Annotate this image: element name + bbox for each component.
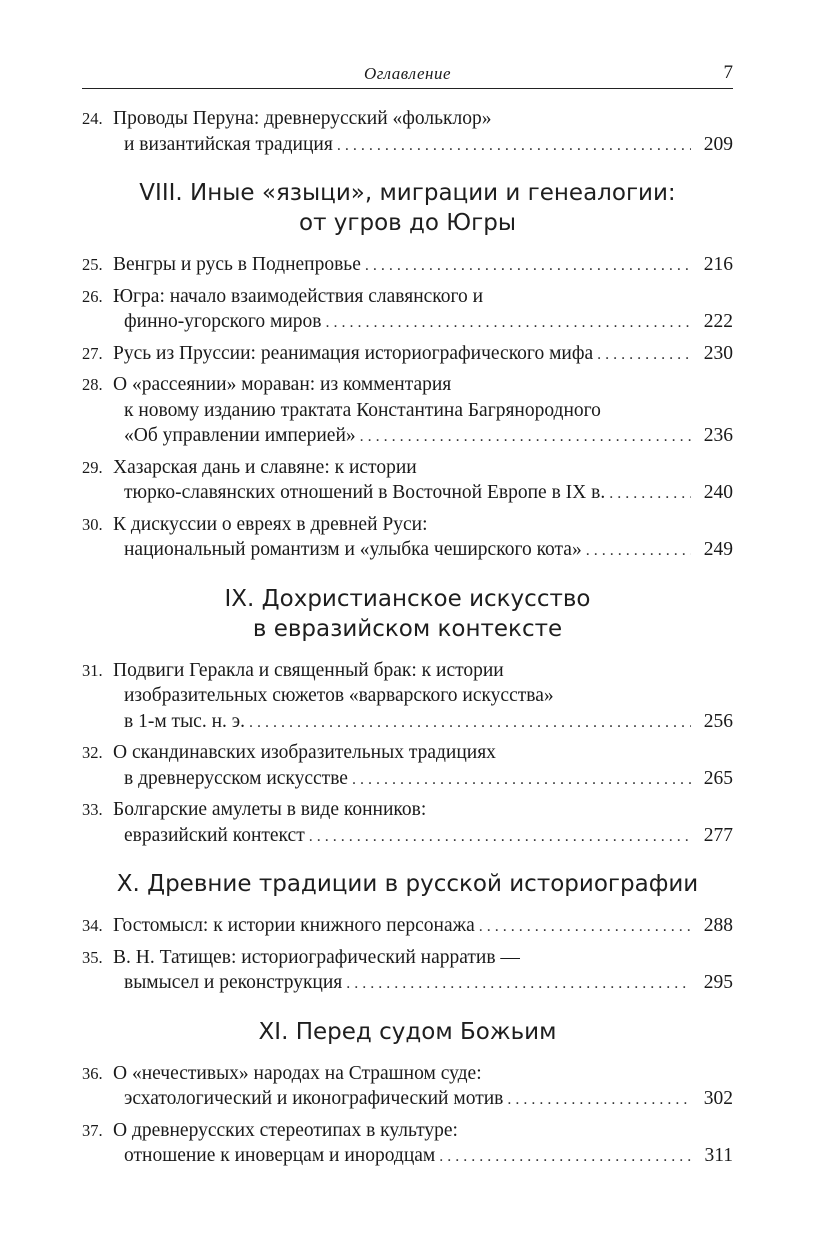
- page-number: 7: [723, 62, 733, 83]
- toc-entry-number: 34.: [82, 916, 103, 935]
- toc-entry-page: 222: [703, 311, 733, 332]
- toc-entry-page: 240: [703, 482, 733, 503]
- toc-entry-page: 288: [703, 915, 733, 936]
- toc-entry[interactable]: [82, 913, 733, 940]
- toc-entry-title: Гостомысл: к истории книжного персонажа: [113, 915, 475, 936]
- toc-entry-title: эсхатологический и иконографический мотив: [124, 1088, 504, 1109]
- toc-entry[interactable]: [82, 1061, 733, 1113]
- toc-entry-page: 295: [703, 972, 733, 993]
- toc-entry-title: к новому изданию трактата Константина Багрянородного: [124, 399, 601, 421]
- toc-entry-line: [82, 537, 733, 564]
- toc-entry-line: [82, 284, 733, 310]
- toc-entry[interactable]: [82, 284, 733, 336]
- toc-entry[interactable]: [82, 106, 733, 158]
- toc-entry-page: 236: [703, 425, 733, 446]
- running-header: [82, 60, 733, 89]
- table-of-contents: [82, 106, 733, 1175]
- toc-entry-number: 37.: [82, 1120, 103, 1140]
- toc-entry-number: 24.: [82, 109, 103, 128]
- toc-entry-line: [82, 1086, 733, 1113]
- toc-entry-line: [82, 823, 733, 850]
- toc-entry-title: Проводы Перуна: древнерусский «фольклор»: [113, 108, 492, 129]
- toc-entry-title: К дискуссии о евреях в древней Руси:: [113, 513, 428, 535]
- dot-leader: [249, 710, 691, 736]
- running-title: Оглавление: [363, 64, 452, 83]
- toc-entry-title: Болгарские амулеты в виде конников:: [113, 799, 427, 820]
- section-heading-line: в евразийском контексте: [252, 615, 563, 642]
- dot-leader: [309, 824, 691, 850]
- toc-entry[interactable]: [82, 341, 733, 368]
- toc-entry-title: О «нечестивых» народах на Страшном суде:: [113, 1062, 482, 1084]
- dot-leader: [352, 767, 691, 793]
- section-heading: [82, 584, 733, 644]
- section-heading: [82, 1017, 733, 1047]
- section-heading: [82, 178, 733, 238]
- dot-leader: [479, 914, 691, 940]
- toc-entry-title: евразийский контекст: [124, 824, 305, 846]
- toc-entry-title: Русь из Пруссии: реанимация историографического мифа: [113, 342, 594, 364]
- toc-entry-title: Хазарская дань и славяне: к истории: [113, 456, 417, 478]
- toc-entry[interactable]: [82, 512, 733, 564]
- toc-entry-line: [82, 372, 733, 398]
- toc-entry-line: [82, 341, 733, 368]
- toc-entry-title: «Об управлении империей»: [124, 425, 356, 446]
- toc-entry[interactable]: [82, 252, 733, 279]
- toc-entry-line: [82, 683, 733, 709]
- dot-leader: [586, 538, 691, 564]
- toc-entry-line: [82, 913, 733, 940]
- toc-entry-line: [82, 970, 733, 997]
- toc-entry-page: 216: [703, 254, 733, 275]
- toc-entry-title: изобразительных сюжетов «варварского искусства»: [124, 685, 554, 706]
- toc-entry-title: финно-угорского миров: [124, 311, 322, 332]
- toc-entry-line: [82, 766, 733, 793]
- toc-entry-line: [82, 1118, 733, 1144]
- section-heading-line: X. Древние традиции в русской историографии: [116, 871, 699, 897]
- toc-entry-title: Венгры и русь в Поднепровье: [113, 254, 361, 275]
- toc-entry-line: [82, 1061, 733, 1087]
- toc-entry-number: 32.: [82, 743, 103, 762]
- toc-entry-title: О древнерусских стереотипах в культуре:: [113, 1119, 458, 1141]
- dot-leader: [609, 481, 691, 507]
- toc-entry-line: [82, 480, 733, 507]
- toc-entry-page: 302: [703, 1088, 733, 1109]
- toc-entry-line: [82, 740, 733, 766]
- dot-leader: [360, 424, 691, 450]
- toc-entry[interactable]: [82, 455, 733, 507]
- toc-entry-line: [82, 512, 733, 538]
- toc-entry-page: 249: [703, 539, 733, 560]
- dot-leader: [346, 971, 691, 997]
- toc-entry-number: 28.: [82, 375, 103, 394]
- section-heading-line: XI. Перед судом Божьим: [258, 1018, 557, 1045]
- dot-leader: [597, 342, 691, 368]
- toc-entry-title: и византийская традиция: [124, 133, 333, 155]
- dot-leader: [507, 1087, 691, 1113]
- toc-entry-title: отношение к иноверцам и инородцам: [124, 1145, 436, 1166]
- section-heading: [82, 869, 733, 899]
- toc-entry-number: 27.: [82, 343, 103, 363]
- toc-entry-page: 209: [703, 133, 733, 155]
- toc-entry[interactable]: [82, 1118, 733, 1170]
- toc-entry-line: [82, 252, 733, 279]
- toc-entry[interactable]: [82, 797, 733, 849]
- toc-entry-title: Югра: начало взаимодействия славянского и: [113, 285, 484, 307]
- toc-entry-number: 26.: [82, 286, 103, 306]
- toc-entry-title: О скандинавских изобразительных традициях: [113, 742, 496, 763]
- toc-entry[interactable]: [82, 740, 733, 792]
- dot-leader: [439, 1144, 691, 1170]
- toc-entry-number: 29.: [82, 457, 103, 477]
- toc-entry-line: [82, 658, 733, 684]
- toc-entry[interactable]: [82, 945, 733, 997]
- toc-entry[interactable]: [82, 372, 733, 450]
- toc-entry-number: 36.: [82, 1063, 103, 1083]
- toc-entry-line: [82, 398, 733, 424]
- section-heading-line: VIII. Иные «языци», миграции и генеалогии:: [139, 180, 676, 206]
- section-heading-line: от угров до Югры: [299, 210, 516, 236]
- toc-entry[interactable]: [82, 658, 733, 736]
- toc-entry-page: 277: [703, 824, 733, 846]
- toc-entry-page: 230: [703, 342, 733, 364]
- dot-leader: [337, 133, 691, 159]
- toc-entry-line: [82, 423, 733, 450]
- toc-entry-line: [82, 709, 733, 736]
- toc-entry-title: О «рассеянии» мораван: из комментария: [113, 374, 452, 395]
- dot-leader: [325, 310, 691, 336]
- section-heading-line: IX. Дохристианское искусство: [224, 585, 591, 612]
- toc-entry-title: национальный романтизм и «улыбка чеширского кота»: [124, 539, 582, 560]
- toc-entry-number: 31.: [82, 660, 103, 680]
- toc-entry-line: [82, 455, 733, 481]
- toc-entry-line: [82, 945, 733, 971]
- toc-entry-line: [82, 132, 733, 159]
- dot-leader: [365, 253, 691, 279]
- toc-entry-title: В. Н. Татищев: историографический нарратив —: [113, 946, 520, 968]
- toc-entry-title: в древнерусском искусстве: [124, 767, 348, 789]
- toc-entry-page: 265: [703, 767, 733, 789]
- toc-entry-title: тюрко-славянских отношений в Восточной Европе в IX в.: [124, 482, 606, 503]
- toc-entry-line: [82, 1143, 733, 1170]
- toc-entry-line: [82, 309, 733, 336]
- toc-entry-number: 35.: [82, 947, 103, 967]
- toc-entry-page: 256: [703, 710, 733, 732]
- toc-entry-number: 33.: [82, 800, 103, 819]
- toc-entry-page: 311: [704, 1145, 733, 1166]
- toc-entry-title: вымысел и реконструкция: [124, 972, 343, 993]
- toc-entry-line: [82, 797, 733, 823]
- toc-entry-number: 25.: [82, 255, 103, 274]
- toc-entry-title: Подвиги Геракла и священный брак: к истории: [113, 659, 504, 681]
- toc-entry-title: в 1-м тыс. н. э.: [124, 710, 245, 732]
- toc-entry-line: [82, 106, 733, 132]
- toc-entry-number: 30.: [82, 514, 103, 534]
